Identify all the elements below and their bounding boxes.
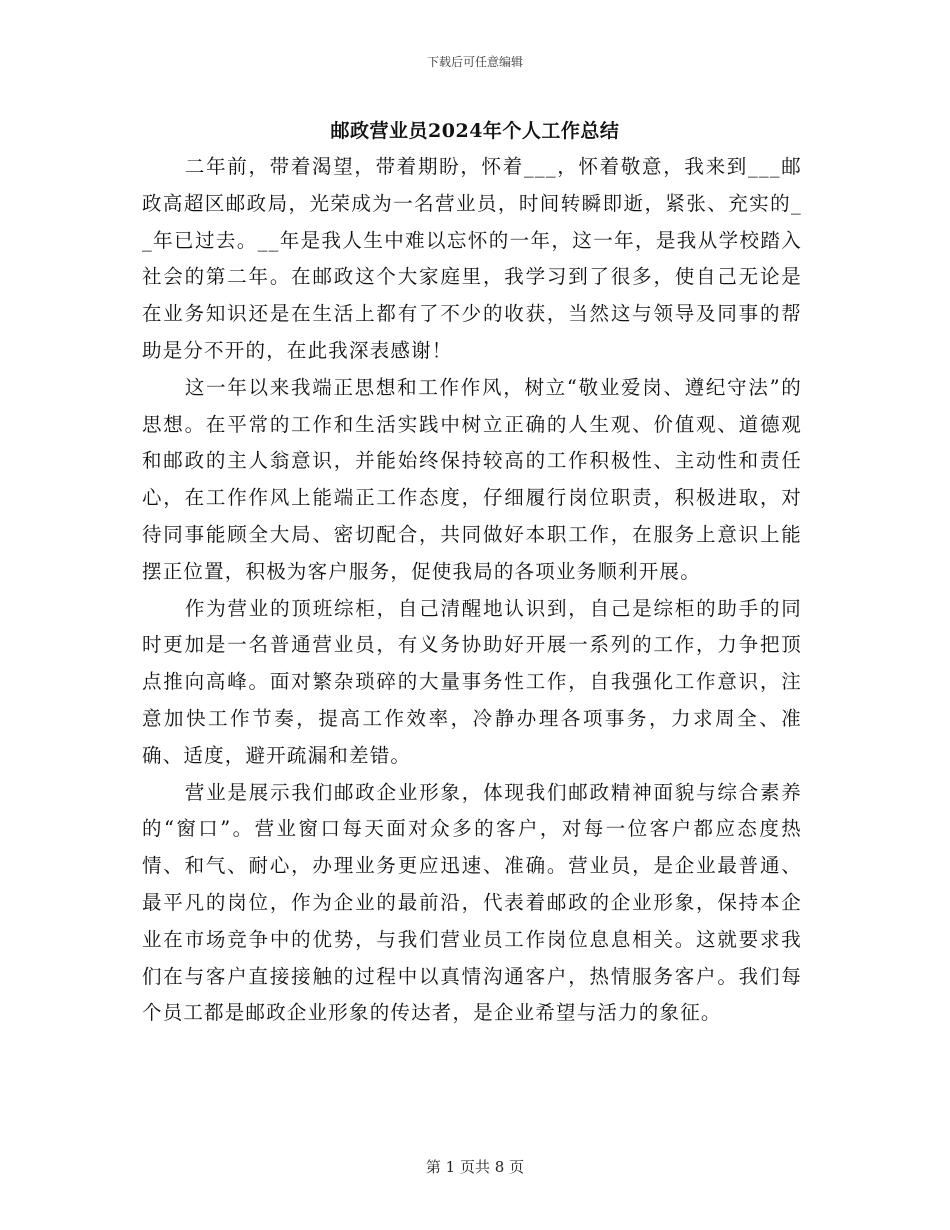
paragraph-service-window: 营业是展示我们邮政企业形象，体现我们邮政精神面貌与综合素养的“窗口”。营业窗口每天面对众多的客户，对每一位客户都应态度热情、和气、耐心，办理业务更应迅速、准确。营业员，是企业最普通、最平凡的岗位，作为企业的最前沿，代表着邮政的企业形象，保持本企业在市场竞争中的优势，与我们营业员工作岗位息息相关。这就要求我们在与客户直接接触的过程中以真情沟通客户，热情服务客户。我们每个员工都是邮政企业形象的传达者，是企业希望与活力的象征。	[142, 780, 802, 1025]
page-header: 下载后可任意编辑	[426, 55, 523, 69]
page-number: 第 1 页共 8 页	[425, 1158, 525, 1176]
document-body	[142, 149, 802, 1032]
document-title: 邮政营业员2024年个人工作总结	[330, 120, 620, 142]
paragraph-intro: 二年前，带着渴望，带着期盼，怀着___，怀着敬意，我来到___邮政高超区邮政局，光荣成为一名营业员，时间转瞬即逝，紧张、充实的__年已过去。__年是我人生中难以忘怀的一年，这一年，是我从学校踏入社会的第二年。在邮政这个大家庭里，我学习到了很多，使自己无论是在业务知识还是在生活上都有了不少的收获，当然这与领导及同事的帮助是分不开的，在此我深表感谢！	[142, 155, 802, 362]
paragraph-work-style: 这一年以来我端正思想和工作作风，树立“敬业爱岗、遵纪守法”的思想。在平常的工作和生活实践中树立正确的人生观、价值观、道德观和邮政的主人翁意识，并能始终保持较高的工作积极性、主动性和责任心，在工作作风上能端正工作态度，仔细履行岗位职责，积极进取，对待同事能顾全大局、密切配合，共同做好本职工作，在服务上意识上能摆正位置，积极为客户服务，促使我局的各项业务顺利开展。	[142, 375, 802, 583]
paragraph-counter-role: 作为营业的顶班综柜，自己清醒地认识到，自己是综柜的助手的同时更加是一名普通营业员，有义务协助好开展一系列的工作，力争把顶点推向高峰。面对繁杂琐碎的大量事务性工作，自我强化工作意识，注意加快工作节奏，提高工作效率，冷静办理各项事务，力求周全、准确、适度，避开疏漏和差错。	[142, 596, 802, 767]
